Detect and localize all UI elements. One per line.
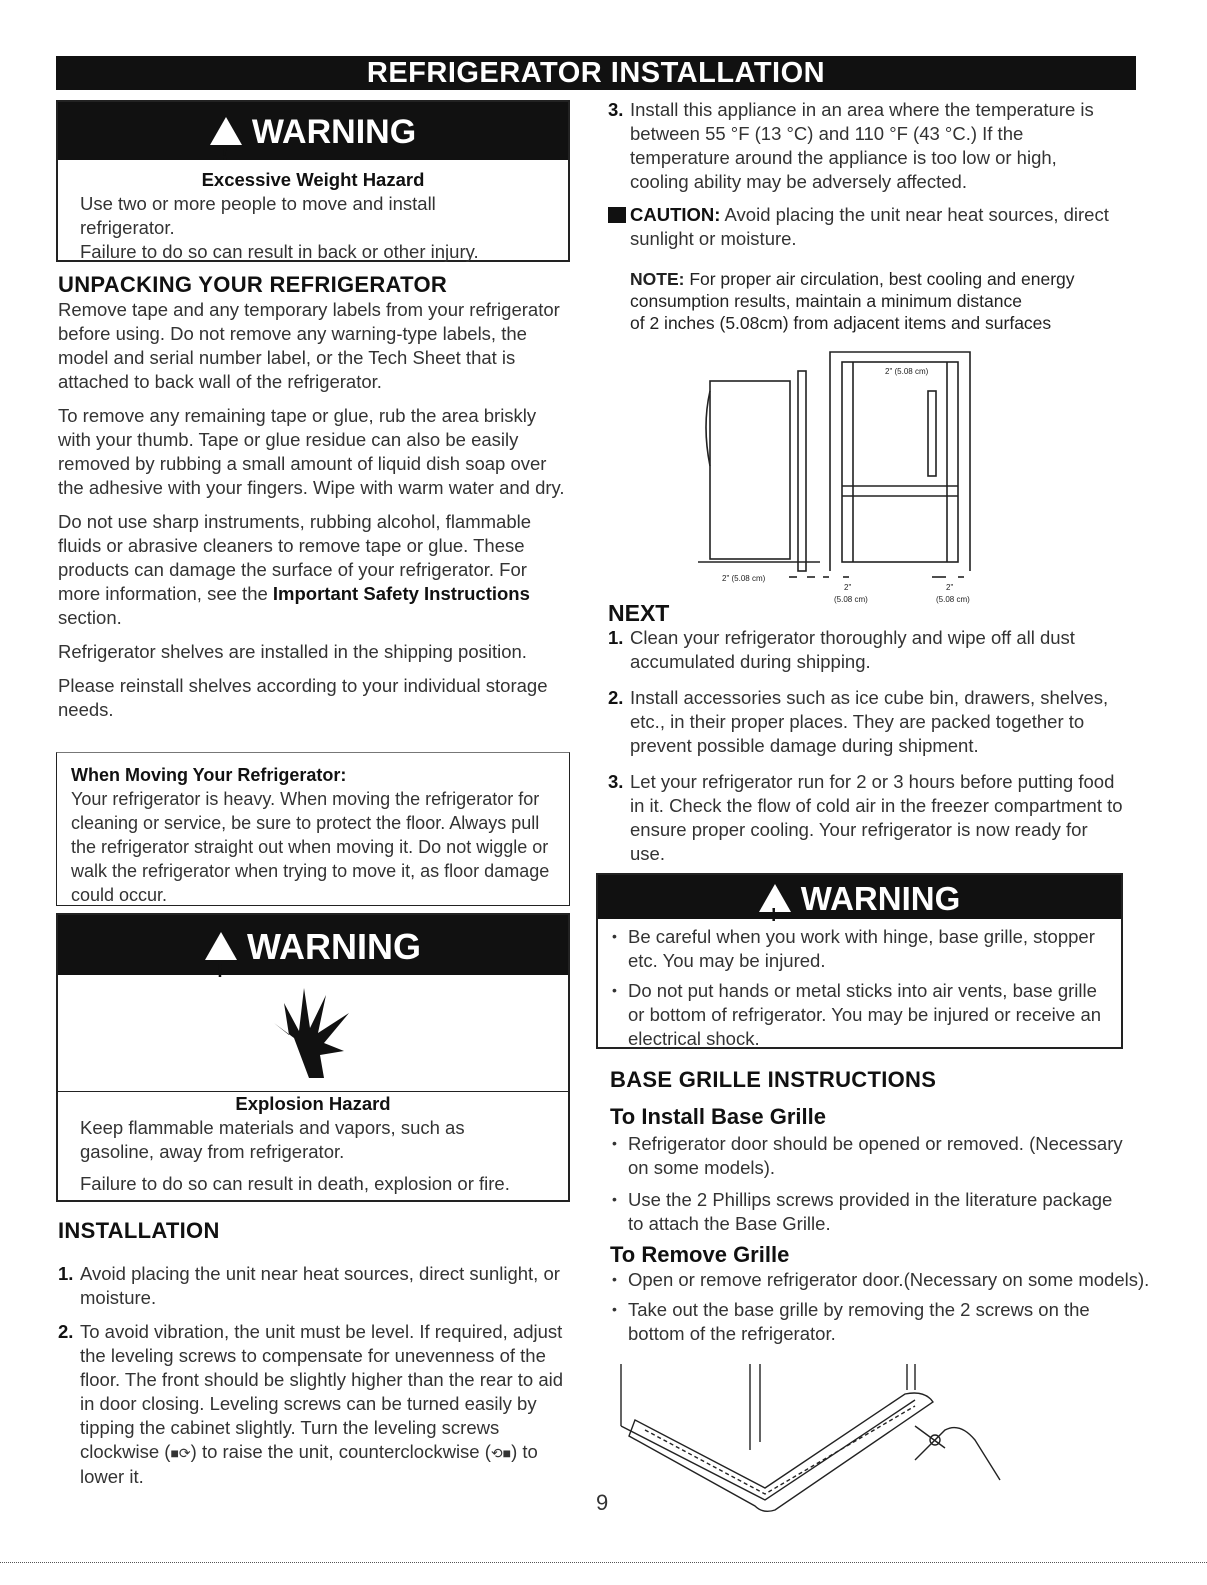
warning-label: WARNING <box>247 926 421 967</box>
explosion-icon <box>58 975 568 1092</box>
grille-removal-illustration <box>615 1360 1015 1520</box>
caution-note <box>608 203 1130 251</box>
warning-triangle-icon <box>759 884 791 912</box>
caution-text: Avoid placing the unit near heat sources, direct sunlight or moisture. <box>630 204 1109 249</box>
warning-label: WARNING <box>800 880 961 917</box>
unpacking-paragraph: Remove tape and any temporary labels from your refrigerator before using. Do not remove any warning-type labels, the model and serial number label, or the Tech Sheet that is attached to back wall of the refrigerator. <box>58 299 560 392</box>
list-item: • Take out the base grille by removing the 2 screws on the bottom of the refrigerator. <box>610 1298 1098 1346</box>
warning-text-line: refrigerator. <box>80 217 175 238</box>
list-item: 2. To avoid vibration, the unit must be level. If required, adjust the leveling screws to compensate for unevenness of the floor. The front should be slightly higher than the rear to aid in door closing. Leveling screws can be turned easily by tipping the cabinet slightly. Turn the leveling screws clockwise (■⟳) to raise the unit, counterclockwise (⟲■) to lower it. <box>58 1321 564 1487</box>
unpacking-paragraph: To remove any remaining tape or glue, rub the area briskly with your thumb. Tape or glue residue can also be easily removed by rubbing a small amount of liquid dish soap over the adhesive with your fingers. Wipe with warm water and dry. <box>58 405 565 498</box>
installation-item-3 <box>608 98 1108 204</box>
weight-warning-box <box>56 100 570 262</box>
list-item: 1. Avoid placing the unit near heat sources, direct sunlight, or moisture. <box>58 1263 560 1308</box>
installation-list <box>58 1262 573 1499</box>
hazard-title: Explosion Hazard <box>235 1093 391 1114</box>
spacing-note: NOTE: For proper air circulation, best cooling and energy consumption results, maintain a minimum distance of 2 inches (5.08cm) from adjacent items and surfaces <box>630 269 1075 333</box>
list-item: 3. Let your refrigerator run for 2 or 3 hours before putting food in it. Check the flow of cold air in the freezer compartment to ensure proper cooling. Your refrigerator is now ready for use. <box>608 771 1123 864</box>
left-gap-cm: (5.08 cm) <box>834 595 868 604</box>
list-item: • Refrigerator door should be opened or removed. (Necessary on some models). <box>610 1132 1130 1180</box>
next-list <box>608 626 1123 876</box>
warning-header <box>58 915 568 975</box>
caution-icon <box>608 207 626 223</box>
warning-consequence: Failure to do so can result in death, explosion or fire. <box>80 1173 510 1194</box>
list-item: • Use the 2 Phillips screws provided in the literature package to attach the Base Grille. <box>610 1188 1130 1236</box>
hazard-title: Excessive Weight Hazard <box>201 169 425 190</box>
warning-header <box>598 875 1121 919</box>
base-grille-heading: BASE GRILLE INSTRUCTIONS <box>610 1067 937 1092</box>
warning-triangle-icon <box>210 117 242 145</box>
clockwise-icon: ■⟳ <box>170 1445 191 1461</box>
warning-triangle-icon <box>205 932 237 960</box>
warning-text-line: Use two or more people to move and install <box>80 193 436 214</box>
list-item: • Open or remove refrigerator door.(Necessary on some models). <box>610 1268 1200 1292</box>
install-grille-list <box>610 1132 1130 1242</box>
note-label: NOTE: <box>630 269 685 289</box>
moving-note-box <box>56 752 570 906</box>
counterclockwise-icon: ⟲■ <box>490 1445 512 1461</box>
list-item: 3. Install this appliance in an area where the temperature is between 55 °F (13 °C) and 110 °F (43 °C.) If the temperature around the appliance is too low or high, cooling ability may be adversely affected. <box>608 99 1094 192</box>
side-gap-label: 2" (5.08 cm) <box>722 574 766 583</box>
explosion-warning-box <box>56 913 570 1202</box>
warning-text: Keep flammable materials and vapors, such as gasoline, away from refrigerator. <box>80 1117 465 1162</box>
install-grille-heading: To Install Base Grille <box>610 1104 826 1129</box>
safety-link-text: Important Safety Instructions <box>272 583 530 604</box>
clearance-diagram <box>690 346 990 612</box>
hinge-warning-box <box>596 873 1123 1049</box>
list-item: 2. Install accessories such as ice cube bin, drawers, shelves, etc., in their proper places. They are packed together to prevent possible damage during shipment. <box>608 687 1109 756</box>
page-banner: REFRIGERATOR INSTALLATION <box>56 56 1136 90</box>
list-item: • Do not put hands or metal sticks into air vents, base grille or bottom of refrigerator. You may be injured or receive an electrical shock. <box>610 979 1111 1051</box>
right-gap-label: 2" <box>946 583 954 592</box>
unpacking-paragraph: Do not use sharp instruments, rubbing alcohol, flammable fluids or abrasive cleaners to remove tape or glue. These products can damage the surface of your refrigerator. For more information, see the Important Safety Instructions section. <box>58 511 532 628</box>
unpacking-heading: UNPACKING YOUR REFRIGERATOR <box>58 272 448 297</box>
left-gap-label: 2" <box>844 583 852 592</box>
caution-label: CAUTION: <box>630 204 721 225</box>
moving-title: When Moving Your Refrigerator: <box>71 765 347 785</box>
list-item: • Be careful when you work with hinge, base grille, stopper etc. You may be injured. <box>610 925 1111 973</box>
next-heading: NEXT <box>608 600 670 626</box>
installation-heading: INSTALLATION <box>58 1218 220 1243</box>
right-gap-cm: (5.08 cm) <box>936 595 970 604</box>
unpacking-paragraph: Please reinstall shelves according to your individual storage needs. <box>58 675 548 720</box>
unpacking-section <box>58 298 568 722</box>
warning-label: WARNING <box>251 113 417 151</box>
unpacking-paragraph: Refrigerator shelves are installed in the shipping position. <box>58 641 527 662</box>
list-item: 1. Clean your refrigerator thoroughly and wipe off all dust accumulated during shipping. <box>608 627 1075 672</box>
remove-grille-heading: To Remove Grille <box>610 1242 790 1267</box>
moving-text: Your refrigerator is heavy. When moving the refrigerator for cleaning or service, be sure to protect the floor. Always pull the refrigerator straight out when moving it. Do not wiggle or walk the refrigerator when trying to move it, as floor damage could occur. <box>71 789 550 905</box>
warning-header <box>58 102 568 160</box>
remove-grille-list <box>610 1268 1200 1352</box>
top-gap-label: 2" (5.08 cm) <box>885 367 929 376</box>
warning-text-line: Failure to do so can result in back or other injury. <box>80 241 479 262</box>
page-number: 9 <box>596 1490 609 1515</box>
page-bottom-border <box>0 1562 1207 1563</box>
